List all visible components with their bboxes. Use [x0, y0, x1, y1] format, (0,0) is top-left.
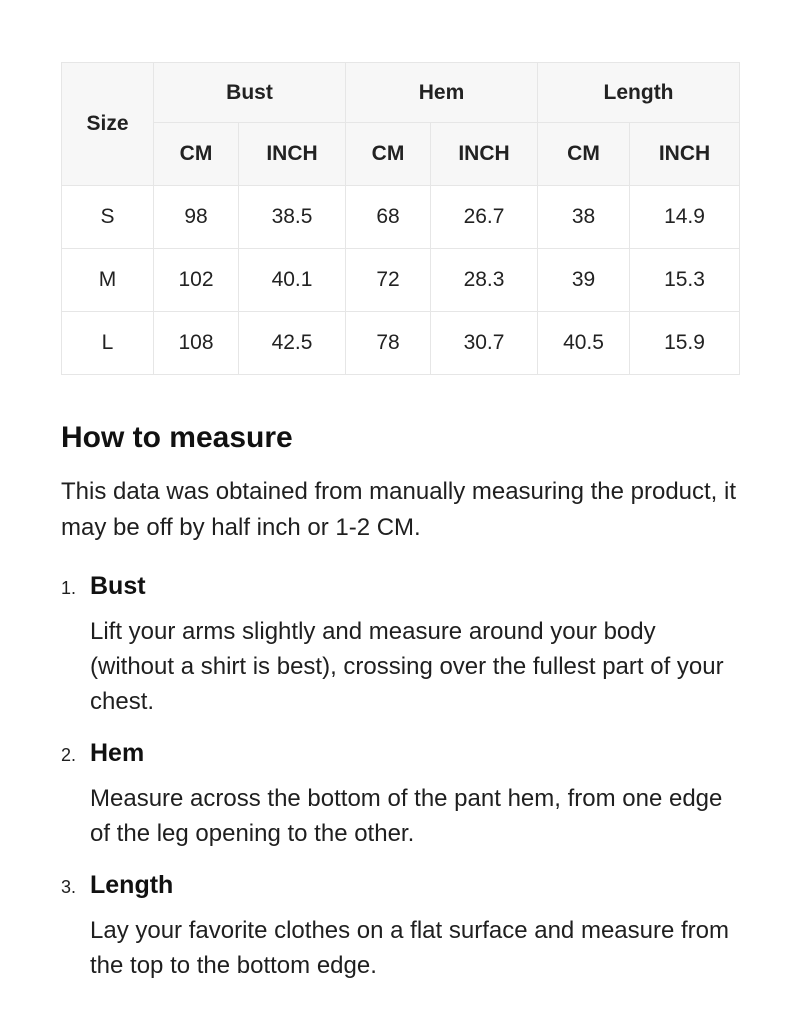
unit-header-hem-inch: INCH	[431, 123, 538, 186]
step-description: Measure across the bottom of the pant hem, from one edge of the leg opening to the other.	[90, 785, 723, 847]
unit-header-length-cm: CM	[538, 123, 630, 186]
unit-header-hem-cm: CM	[346, 123, 431, 186]
step-number: 3.	[61, 877, 77, 897]
value-cell: 28.3	[431, 249, 538, 312]
value-cell: 68	[346, 186, 431, 249]
column-group-hem: Hem	[346, 63, 538, 123]
measure-disclaimer-text: This data was obtained from manually measuring the product, it may be off by half inch or 1-2 CM.	[61, 478, 737, 541]
value-cell: 15.3	[630, 249, 740, 312]
list-item-bust	[61, 572, 740, 719]
value-cell: 102	[154, 249, 239, 312]
value-cell: 38	[538, 186, 630, 249]
table-row-size-m	[62, 249, 740, 312]
value-cell: 15.9	[630, 312, 740, 375]
how-to-measure-heading: How to measure	[61, 421, 293, 454]
value-cell: 26.7	[431, 186, 538, 249]
step-heading	[61, 739, 740, 768]
unit-header-length-inch: INCH	[630, 123, 740, 186]
step-number: 2.	[61, 745, 77, 765]
table-row-size-s	[62, 186, 740, 249]
value-cell: 72	[346, 249, 431, 312]
size-cell: M	[62, 249, 154, 312]
size-column-header: Size	[62, 63, 154, 186]
value-cell: 98	[154, 186, 239, 249]
table-header-group-row	[62, 63, 740, 123]
value-cell: 38.5	[239, 186, 346, 249]
value-cell: 108	[154, 312, 239, 375]
step-description: Lift your arms slightly and measure around your body (without a shirt is best), crossing over the fullest part of your chest.	[90, 618, 724, 715]
measure-steps-list	[61, 572, 740, 983]
step-label: Hem	[90, 739, 145, 767]
step-number: 1.	[61, 578, 77, 598]
step-heading	[61, 572, 740, 601]
size-table	[61, 62, 740, 375]
value-cell: 14.9	[630, 186, 740, 249]
list-item-length	[61, 871, 740, 983]
value-cell: 78	[346, 312, 431, 375]
value-cell: 40.5	[538, 312, 630, 375]
list-item-hem	[61, 739, 740, 851]
table-header-unit-row	[62, 123, 740, 186]
step-heading	[61, 871, 740, 900]
value-cell: 40.1	[239, 249, 346, 312]
value-cell: 42.5	[239, 312, 346, 375]
size-cell: S	[62, 186, 154, 249]
table-row-size-l	[62, 312, 740, 375]
step-label: Length	[90, 871, 174, 899]
column-group-length: Length	[538, 63, 740, 123]
unit-header-bust-inch: INCH	[239, 123, 346, 186]
step-label: Bust	[90, 572, 146, 600]
value-cell: 39	[538, 249, 630, 312]
unit-header-bust-cm: CM	[154, 123, 239, 186]
step-description: Lay your favorite clothes on a flat surface and measure from the top to the bottom edge.	[90, 917, 729, 979]
column-group-bust: Bust	[154, 63, 346, 123]
size-cell: L	[62, 312, 154, 375]
value-cell: 30.7	[431, 312, 538, 375]
